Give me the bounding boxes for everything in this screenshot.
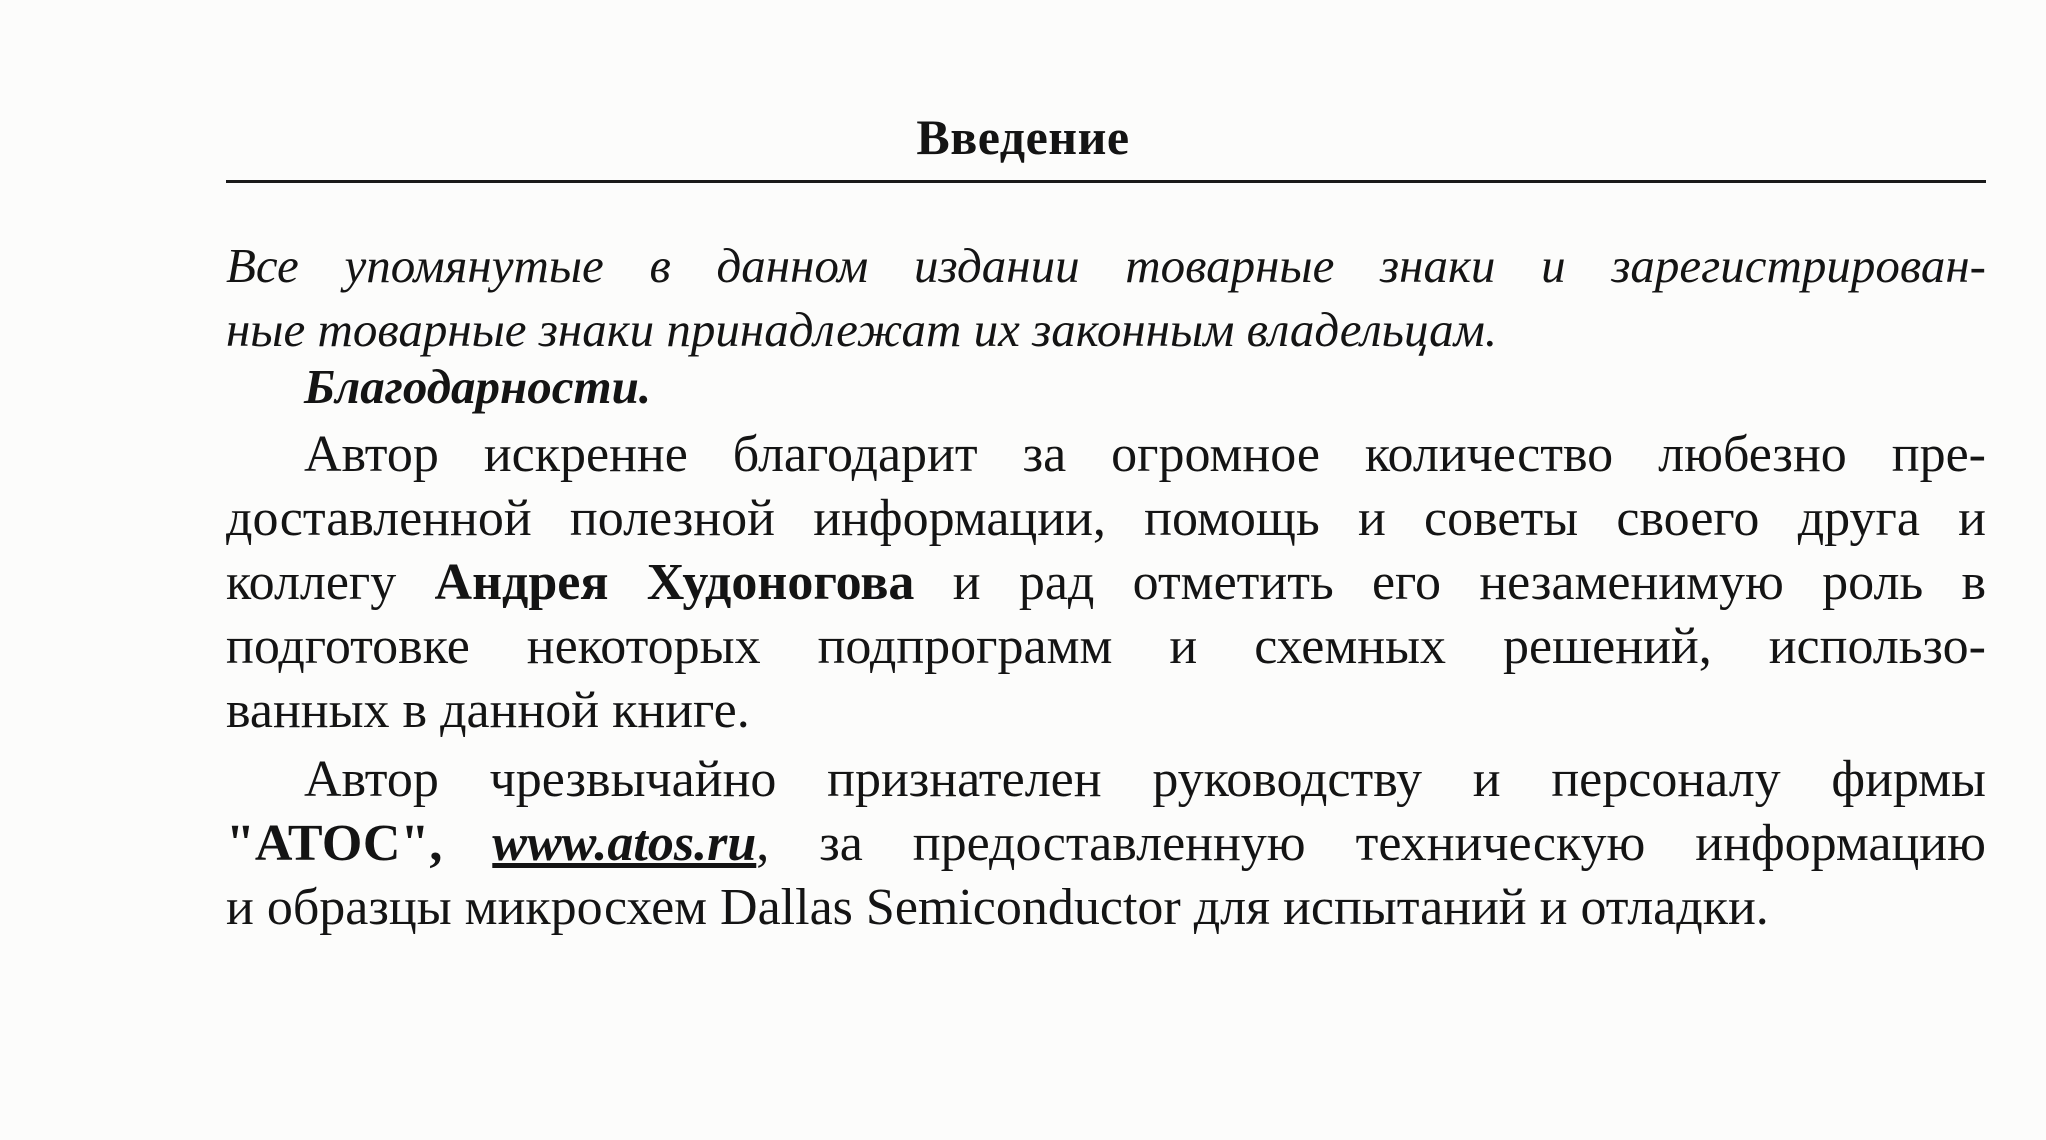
acknowledgements-heading: Благодарности. <box>304 359 652 414</box>
paragraph-line: Автор чрезвычайно признателен руководству и персоналу фирмы <box>304 751 1986 808</box>
trademark-disclaimer <box>226 234 1986 362</box>
paragraph-line: Автор искренне благодарит за огромное количество любезно пре- <box>304 426 1986 483</box>
paragraph-line: ванных в данной книге. <box>226 682 750 739</box>
company-name: "АТОС", <box>226 815 443 872</box>
paragraph-line: и образцы микросхем Dallas Semiconductor для испытаний и отладки. <box>226 879 1769 936</box>
person-name: Андрея Худоногова <box>434 554 915 611</box>
acknowledgements-paragraph-1 <box>226 423 1986 743</box>
text-fragment: и рад отметить его незаменимую роль в <box>914 554 1986 611</box>
acknowledgements-paragraph-2 <box>226 748 1986 940</box>
paragraph-line <box>226 551 1986 615</box>
disclaimer-line: Все упомянутые в данном издании товарные знаки и зарегистрирован- <box>226 238 1986 293</box>
page-title: Введение <box>916 109 1130 165</box>
paragraph-line: доставленной полезной информации, помощь и советы своего друга и <box>226 490 1986 547</box>
paragraph-line <box>226 812 1986 876</box>
paragraph-line: подготовке некоторых подпрограмм и схемных решений, использо- <box>226 618 1986 675</box>
header-divider <box>226 180 1986 183</box>
disclaimer-line: ные товарные знаки принадлежат их законным владельцам. <box>226 302 1498 357</box>
website-link[interactable]: www.atos.ru <box>492 815 757 872</box>
text-fragment: , за предоставленную техническую информацию <box>756 815 1986 872</box>
text-fragment: коллегу <box>226 554 435 611</box>
